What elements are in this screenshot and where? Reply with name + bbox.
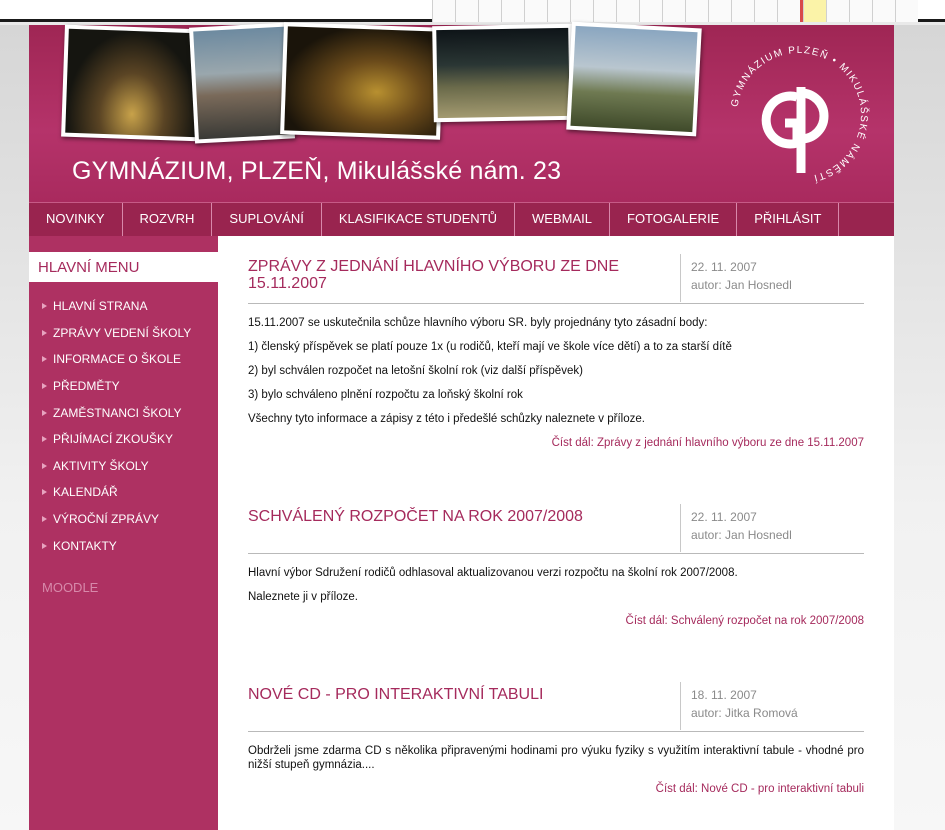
arrow-right-icon: [42, 410, 47, 416]
header-photo: [61, 25, 205, 142]
article-body: [248, 744, 864, 796]
article-header: [248, 504, 864, 554]
article-date: 22. 11. 2007: [691, 510, 757, 524]
read-more-link[interactable]: Číst dál: Zprávy z jednání hlavního výboru ze dne 15.11.2007: [551, 437, 864, 449]
nav-webmail[interactable]: WEBMAIL: [515, 203, 610, 236]
article-paragraph: Všechny tyto informace a zápisy z této i předešlé schůzky naleznete v příloze.: [248, 413, 645, 425]
arrow-right-icon: [42, 356, 47, 362]
article-author: autor: Jan Hosnedl: [691, 527, 792, 542]
article-paragraph: Obdrželi jsme zdarma CD s několika připravenými hodinami pro výuku fyziky s využitím interaktivní tabule - vhodné pro nižší stupeň gymnázia....: [248, 745, 864, 771]
article-author: autor: Jitka Romová: [691, 705, 798, 720]
nav-suplovani[interactable]: SUPLOVÁNÍ: [212, 203, 321, 236]
sidebar-item-label: PŘEDMĚTY: [53, 379, 120, 394]
article: [248, 682, 864, 796]
article-paragraph: Hlavní výbor Sdružení rodičů odhlasoval aktualizovanou verzi rozpočtu na školní rok 2007/2008.: [248, 567, 738, 579]
article-title[interactable]: ZPRÁVY Z JEDNÁNÍ HLAVNÍHO VÝBORU ZE DNE 15.11.2007: [248, 258, 620, 292]
arrow-right-icon: [42, 303, 47, 309]
article: [248, 504, 864, 628]
article-meta: [680, 504, 792, 552]
sidebar-item-label: HLAVNÍ STRANA: [53, 299, 148, 314]
sidebar-item-label: AKTIVITY ŠKOLY: [53, 458, 149, 473]
sidebar-item-predmety[interactable]: [29, 373, 218, 400]
sidebar-item-label: VÝROČNÍ ZPRÁVY: [53, 512, 160, 527]
ruler-strip: [432, 0, 945, 22]
logo-ring-text: GYMNÁZIUM PLZEŇ • MIKULÁŠSKÉ NÁMĚSTÍ: [729, 44, 870, 184]
read-more-link[interactable]: Číst dál: Nové CD - pro interaktivní tabuli: [655, 783, 864, 795]
article-date: 22. 11. 2007: [691, 260, 757, 274]
arrow-right-icon: [42, 436, 47, 442]
arrow-right-icon: [42, 543, 47, 549]
arrow-right-icon: [42, 489, 47, 495]
article-title[interactable]: SCHVÁLENÝ ROZPOČET NA ROK 2007/2008: [248, 508, 583, 525]
arrow-right-icon: [42, 383, 47, 389]
arrow-right-icon: [42, 516, 47, 522]
browser-top-strip: [0, 0, 945, 22]
site-title: GYMNÁZIUM, PLZEŇ, Mikulášské nám. 23: [72, 157, 562, 185]
article-header: [248, 682, 864, 732]
article: [248, 254, 864, 450]
sidebar-item-label: PŘIJÍMACÍ ZKOUŠKY: [53, 432, 174, 447]
sidebar-item-label: KONTAKTY: [53, 538, 117, 553]
read-more-link[interactable]: Číst dál: Schválený rozpočet na rok 2007/2008: [625, 615, 864, 627]
main-content: [218, 236, 894, 830]
article-paragraph: 2) byl schválen rozpočet na letošní školní rok (viz další příspěvek): [248, 365, 583, 377]
sidebar-item-aktivity[interactable]: [29, 453, 218, 480]
article-header: [248, 254, 864, 304]
nav-rozvrh[interactable]: ROZVRH: [123, 203, 213, 236]
article-author: autor: Jan Hosnedl: [691, 277, 792, 292]
nav-fotogalerie[interactable]: FOTOGALERIE: [610, 203, 737, 236]
sidebar-heading: HLAVNÍ MENU: [29, 252, 218, 282]
sidebar-item-zpravy-vedeni[interactable]: [29, 320, 218, 347]
nav-novinky[interactable]: NOVINKY: [29, 203, 123, 236]
sidebar-menu: [29, 293, 218, 559]
nav-klasifikace[interactable]: KLASIFIKACE STUDENTŮ: [322, 203, 515, 236]
article-paragraph: 1) členský příspěvek se platí pouze 1x (u rodičů, kteří mají ve škole více dětí) a to za starší dítě: [248, 341, 732, 353]
article-paragraph: 15.11.2007 se uskutečnila schůze hlavního výboru SR. byly projednány tyto zásadní body:: [248, 317, 708, 329]
article-paragraph: Naleznete ji v příloze.: [248, 591, 358, 603]
header-photo: [280, 22, 444, 140]
article-title[interactable]: NOVÉ CD - PRO INTERAKTIVNÍ TABULI: [248, 686, 544, 703]
page-margin-right: [894, 25, 945, 830]
arrow-right-icon: [42, 330, 47, 336]
nav-prihlasit[interactable]: PŘIHLÁSIT: [737, 203, 839, 236]
article-meta: [680, 682, 798, 730]
sidebar-item-label: INFORMACE O ŠKOLE: [53, 352, 182, 367]
article-date: 18. 11. 2007: [691, 688, 757, 702]
article-body: [248, 316, 864, 450]
article-body: [248, 566, 864, 628]
site-header: [29, 25, 894, 202]
sidebar-item-hlavni-strana[interactable]: [29, 293, 218, 320]
sidebar-item-kontakty[interactable]: [29, 532, 218, 559]
page-margin-left: [0, 25, 29, 830]
article-paragraph: 3) bylo schváleno plnění rozpočtu za loňský školní rok: [248, 389, 523, 401]
sidebar-item-kalendar[interactable]: [29, 479, 218, 506]
sidebar-item-prijimaci[interactable]: [29, 426, 218, 453]
header-photo: [566, 22, 701, 137]
sidebar-item-label: KALENDÁŘ: [53, 485, 118, 500]
sidebar-item-vyrocni[interactable]: [29, 506, 218, 533]
sidebar-item-label: ZAMĚSTNANCI ŠKOLY: [53, 405, 182, 420]
article-meta: [680, 254, 792, 302]
header-photo: [189, 22, 295, 143]
arrow-right-icon: [42, 463, 47, 469]
header-photo: [432, 24, 574, 122]
sidebar-item-informace[interactable]: [29, 346, 218, 373]
main-nav: [29, 202, 894, 236]
sidebar-item-label: ZPRÁVY VEDENÍ ŠKOLY: [53, 325, 192, 340]
sidebar-item-zamestnanci[interactable]: [29, 399, 218, 426]
sidebar-moodle-link[interactable]: MOODLE: [42, 580, 99, 595]
sidebar: [29, 236, 218, 830]
school-logo[interactable]: [719, 35, 879, 195]
